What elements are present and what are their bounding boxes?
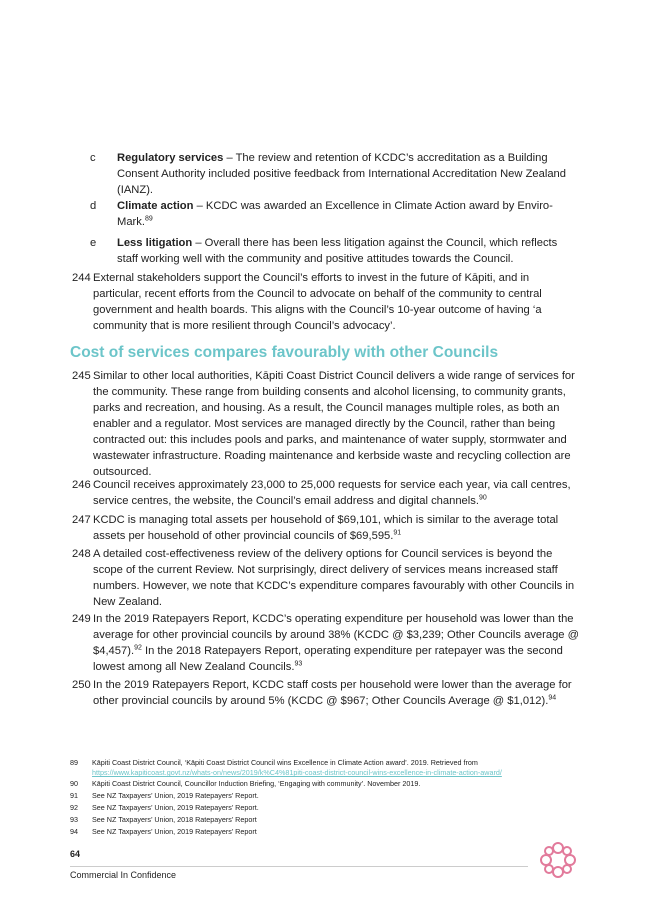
paragraph-text: Council receives approximately 23,000 to 25,000 requests for service each year, via call centres, service centres, the website, the Council’s email address and digital channels. xyxy=(93,479,571,507)
paragraph-250 xyxy=(72,677,580,709)
paragraph-number: 247 xyxy=(72,514,91,526)
paragraph-248 xyxy=(72,546,580,610)
paragraph-text: A detailed cost-effectiveness review of the delivery options for Council services is beyond the scope of the current Review. Not surprisingly, direct delivery of services means increased staff numbers. However, we note that KCDC’s expenditure compares favourably with other Councils in New Zealand. xyxy=(93,548,575,608)
page-number: 64 xyxy=(70,849,81,859)
footnote-89 xyxy=(70,758,570,778)
paragraph-number: 244 xyxy=(72,272,91,284)
footnote-text: See NZ Taxpayers’ Union, 2018 Ratepayers’ Report xyxy=(92,815,257,824)
footnote-number: 91 xyxy=(70,791,78,800)
list-item-e xyxy=(90,235,580,267)
footnote-link[interactable]: https://www.kapiticoast.govt.nz/whats-on/news/2019/k%C4%81piti-coast-district-council-wins-excellence-in-climate-action-award/ xyxy=(92,768,502,777)
paragraph-text: KCDC is managing total assets per household of $69,101, which is similar to the average total assets per household of other provincial councils of $69,595. xyxy=(93,514,559,542)
paragraph-247 xyxy=(72,512,580,544)
list-item-text: – Overall there has been less litigation against the Council, which reflects staff working well with the community and positive attitudes towards the Council. xyxy=(117,237,558,265)
paragraph-245 xyxy=(72,368,580,480)
paragraph-text: External stakeholders support the Council’s efforts to invest in the future of Kāpiti, and in particular, recent efforts from the Council to advocate on behalf of the community to central government and health boards. This aligns with the Council’s 10-year outcome of having ‘a community that is more resilient through Council’s advocacy’. xyxy=(93,272,542,332)
list-letter: e xyxy=(90,237,97,249)
footnote-text: See NZ Taxpayers’ Union, 2019 Ratepayers’ Report. xyxy=(92,803,259,812)
footnote-ref[interactable]: 93 xyxy=(294,660,303,668)
footnote-94 xyxy=(70,827,570,837)
footnote-92 xyxy=(70,803,570,813)
paragraph-text: In the 2019 Ratepayers Report, KCDC’s operating expenditure per household was lower than the average for other provincial councils by around 38% (KCDC @ $3,239; Other Councils average @ $4,457). xyxy=(93,613,579,657)
footnote-ref[interactable]: 92 xyxy=(134,644,142,652)
paragraph-text: In the 2019 Ratepayers Report, KCDC staff costs per household were lower than the average for other provincial councils by around 5% (KCDC @ $967; Other Councils Average @ $1,012). xyxy=(93,679,572,707)
footnote-91 xyxy=(70,791,570,801)
list-item-d xyxy=(90,198,580,230)
list-item-text: – The review and retention of KCDC’s accreditation as a Building Consent Authority included positive feedback from International Accreditation New Zealand (IANZ). xyxy=(117,152,567,196)
list-item-title: Climate action xyxy=(117,200,194,212)
footnote-text: See NZ Taxpayers’ Union, 2019 Ratepayers’ Report xyxy=(92,827,257,836)
paragraph-number: 245 xyxy=(72,370,91,382)
paragraph-246 xyxy=(72,477,580,509)
footnote-text: Kāpiti Coast District Council, Councillor Induction Briefing, ‘Engaging with community’. November 2019. xyxy=(92,779,421,788)
footnote-number: 89 xyxy=(70,758,78,767)
list-item-title: Less litigation xyxy=(117,237,193,249)
footnote-ref[interactable]: 90 xyxy=(478,494,487,502)
section-heading: Cost of services compares favourably with other Councils xyxy=(70,344,499,361)
paragraph-number: 250 xyxy=(72,679,91,691)
list-letter: d xyxy=(90,200,97,212)
paragraph-249 xyxy=(72,611,580,675)
confidentiality-label: Commercial In Confidence xyxy=(70,870,177,880)
footnote-90 xyxy=(70,779,570,789)
list-item-title: Regulatory services xyxy=(117,152,224,164)
paragraph-number: 249 xyxy=(72,613,91,625)
footnote-text: See NZ Taxpayers’ Union, 2019 Ratepayers’ Report. xyxy=(92,791,259,800)
list-letter: c xyxy=(90,152,96,164)
list-item-c xyxy=(90,150,580,198)
footnote-ref[interactable]: 94 xyxy=(548,694,557,702)
paragraph-244 xyxy=(72,270,580,334)
footnote-text: Kāpiti Coast District Council, ‘Kāpiti Coast District Council wins Excellence in Climate Action award’. 2019. Retrieved from xyxy=(92,758,478,767)
footnote-number: 94 xyxy=(70,827,78,836)
logo-icon xyxy=(538,840,578,880)
footnote-number: 90 xyxy=(70,779,78,788)
footnote-ref[interactable]: 89 xyxy=(144,215,153,223)
paragraph-number: 248 xyxy=(72,548,91,560)
footnote-ref[interactable]: 91 xyxy=(393,529,402,537)
paragraph-text: Similar to other local authorities, Kāpiti Coast District Council delivers a wide range of services for the community. These range from building consents and alcohol licensing, to community grants, parks and recreation, and housing. As a result, the Council manages multiple roles, as both an enabler and a regulator. Most services are managed directly by the Council, rather than being contracted out: this includes pools and parks, and maintenance of water supply, stormwater and wastewater infrastructure. Roading maintenance and kerbside waste and recycling collection are outsourced. xyxy=(93,370,575,478)
list-item-text: – KCDC was awarded an Excellence in Climate Action award by Enviro-Mark. xyxy=(117,200,553,228)
footnote-number: 93 xyxy=(70,815,78,824)
footer-divider xyxy=(70,866,528,867)
footnote-number: 92 xyxy=(70,803,78,812)
paragraph-text: In the 2018 Ratepayers Report, operating expenditure per ratepayer was the second lowest among all New Zealand Councils. xyxy=(93,645,563,673)
paragraph-number: 246 xyxy=(72,479,91,491)
footnote-93 xyxy=(70,815,570,825)
